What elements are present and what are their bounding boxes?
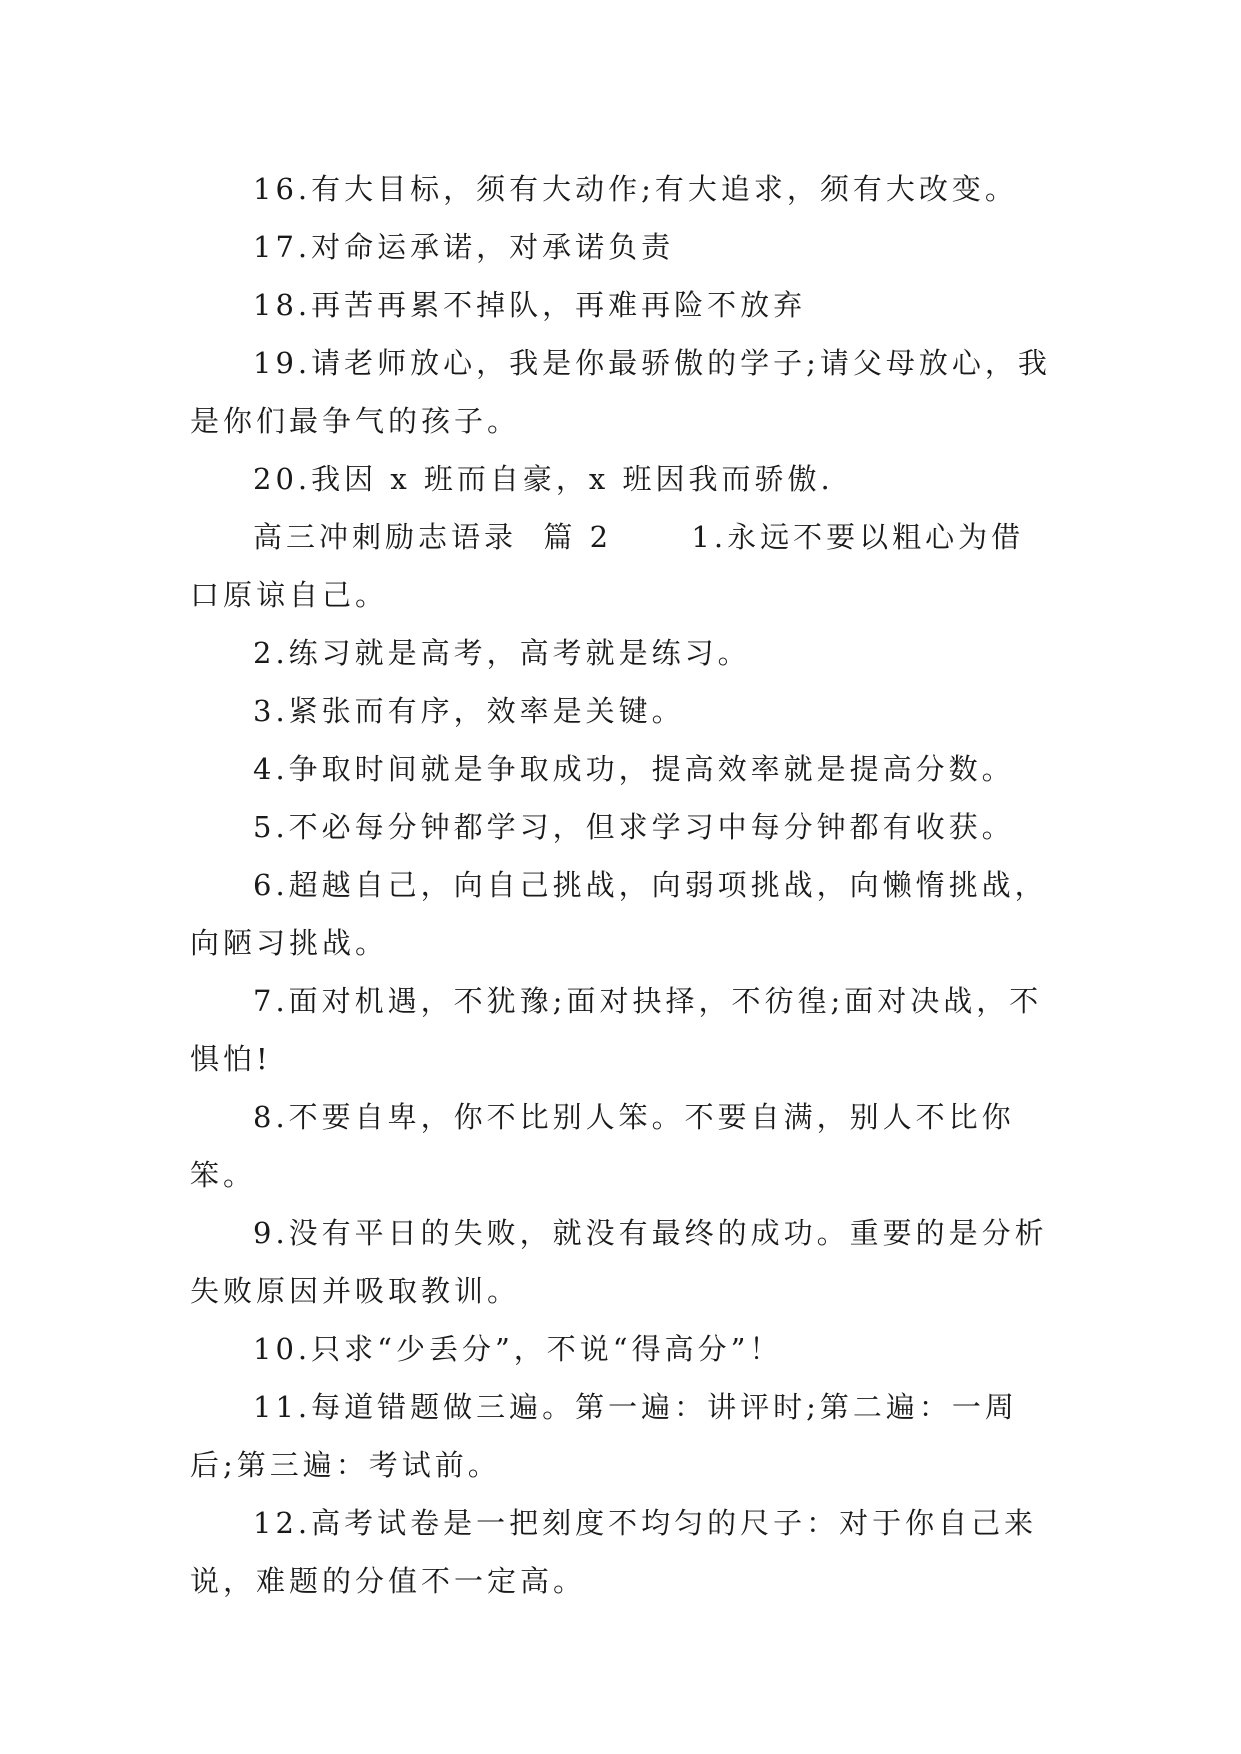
paragraph-20: 20.我因 x 班而自豪，x 班因我而骄傲. — [253, 462, 834, 496]
paragraph-8: 8.不要自卑，你不比别人笨。不要自满，别人不比你笨。 — [190, 1100, 1015, 1192]
paragraph-6: 6.超越自己，向自己挑战，向弱项挑战，向懒惰挑战，向陋习挑战。 — [190, 868, 1048, 960]
paragraph-7: 7.面对机遇，不犹豫;面对抉择，不彷徨;面对决战，不惧怕! — [190, 984, 1043, 1076]
paragraph-11: 11.每道错题做三遍。第一遍：讲评时;第二遍：一周后;第三遍：考试前。 — [190, 1390, 1018, 1482]
paragraph-19: 19.请老师放心，我是你最骄傲的学子;请父母放心，我是你们最争气的孩子。 — [190, 346, 1051, 438]
paragraph-4: 4.争取时间就是争取成功，提高效率就是提高分数。 — [253, 752, 1015, 786]
paragraph-2: 2.练习就是高考，高考就是练习。 — [253, 636, 751, 670]
paragraph-10: 10.只求“少丢分”，不说“得高分”！ — [253, 1332, 783, 1366]
paragraph-18: 18.再苦再累不掉队，再难再险不放弃 — [253, 288, 807, 322]
paragraph-12: 12.高考试卷是一把刻度不均匀的尺子：对于你自己来说，难题的分值不一定高。 — [190, 1506, 1038, 1598]
section-heading-with-item-1: 高三冲刺励志语录 篇 2 1.永远不要以粗心为借口原谅自己。 — [190, 520, 1025, 612]
paragraph-9: 9.没有平日的失败，就没有最终的成功。重要的是分析失败原因并吸取教训。 — [190, 1216, 1048, 1308]
paragraph-16: 16.有大目标，须有大动作;有大追求，须有大改变。 — [253, 172, 1018, 206]
paragraph-3: 3.紧张而有序，效率是关键。 — [253, 694, 685, 728]
paragraph-17: 17.对命运承诺，对承诺负责 — [253, 230, 675, 264]
paragraph-5: 5.不必每分钟都学习，但求学习中每分钟都有收获。 — [253, 810, 1015, 844]
document-body — [190, 160, 1052, 1610]
